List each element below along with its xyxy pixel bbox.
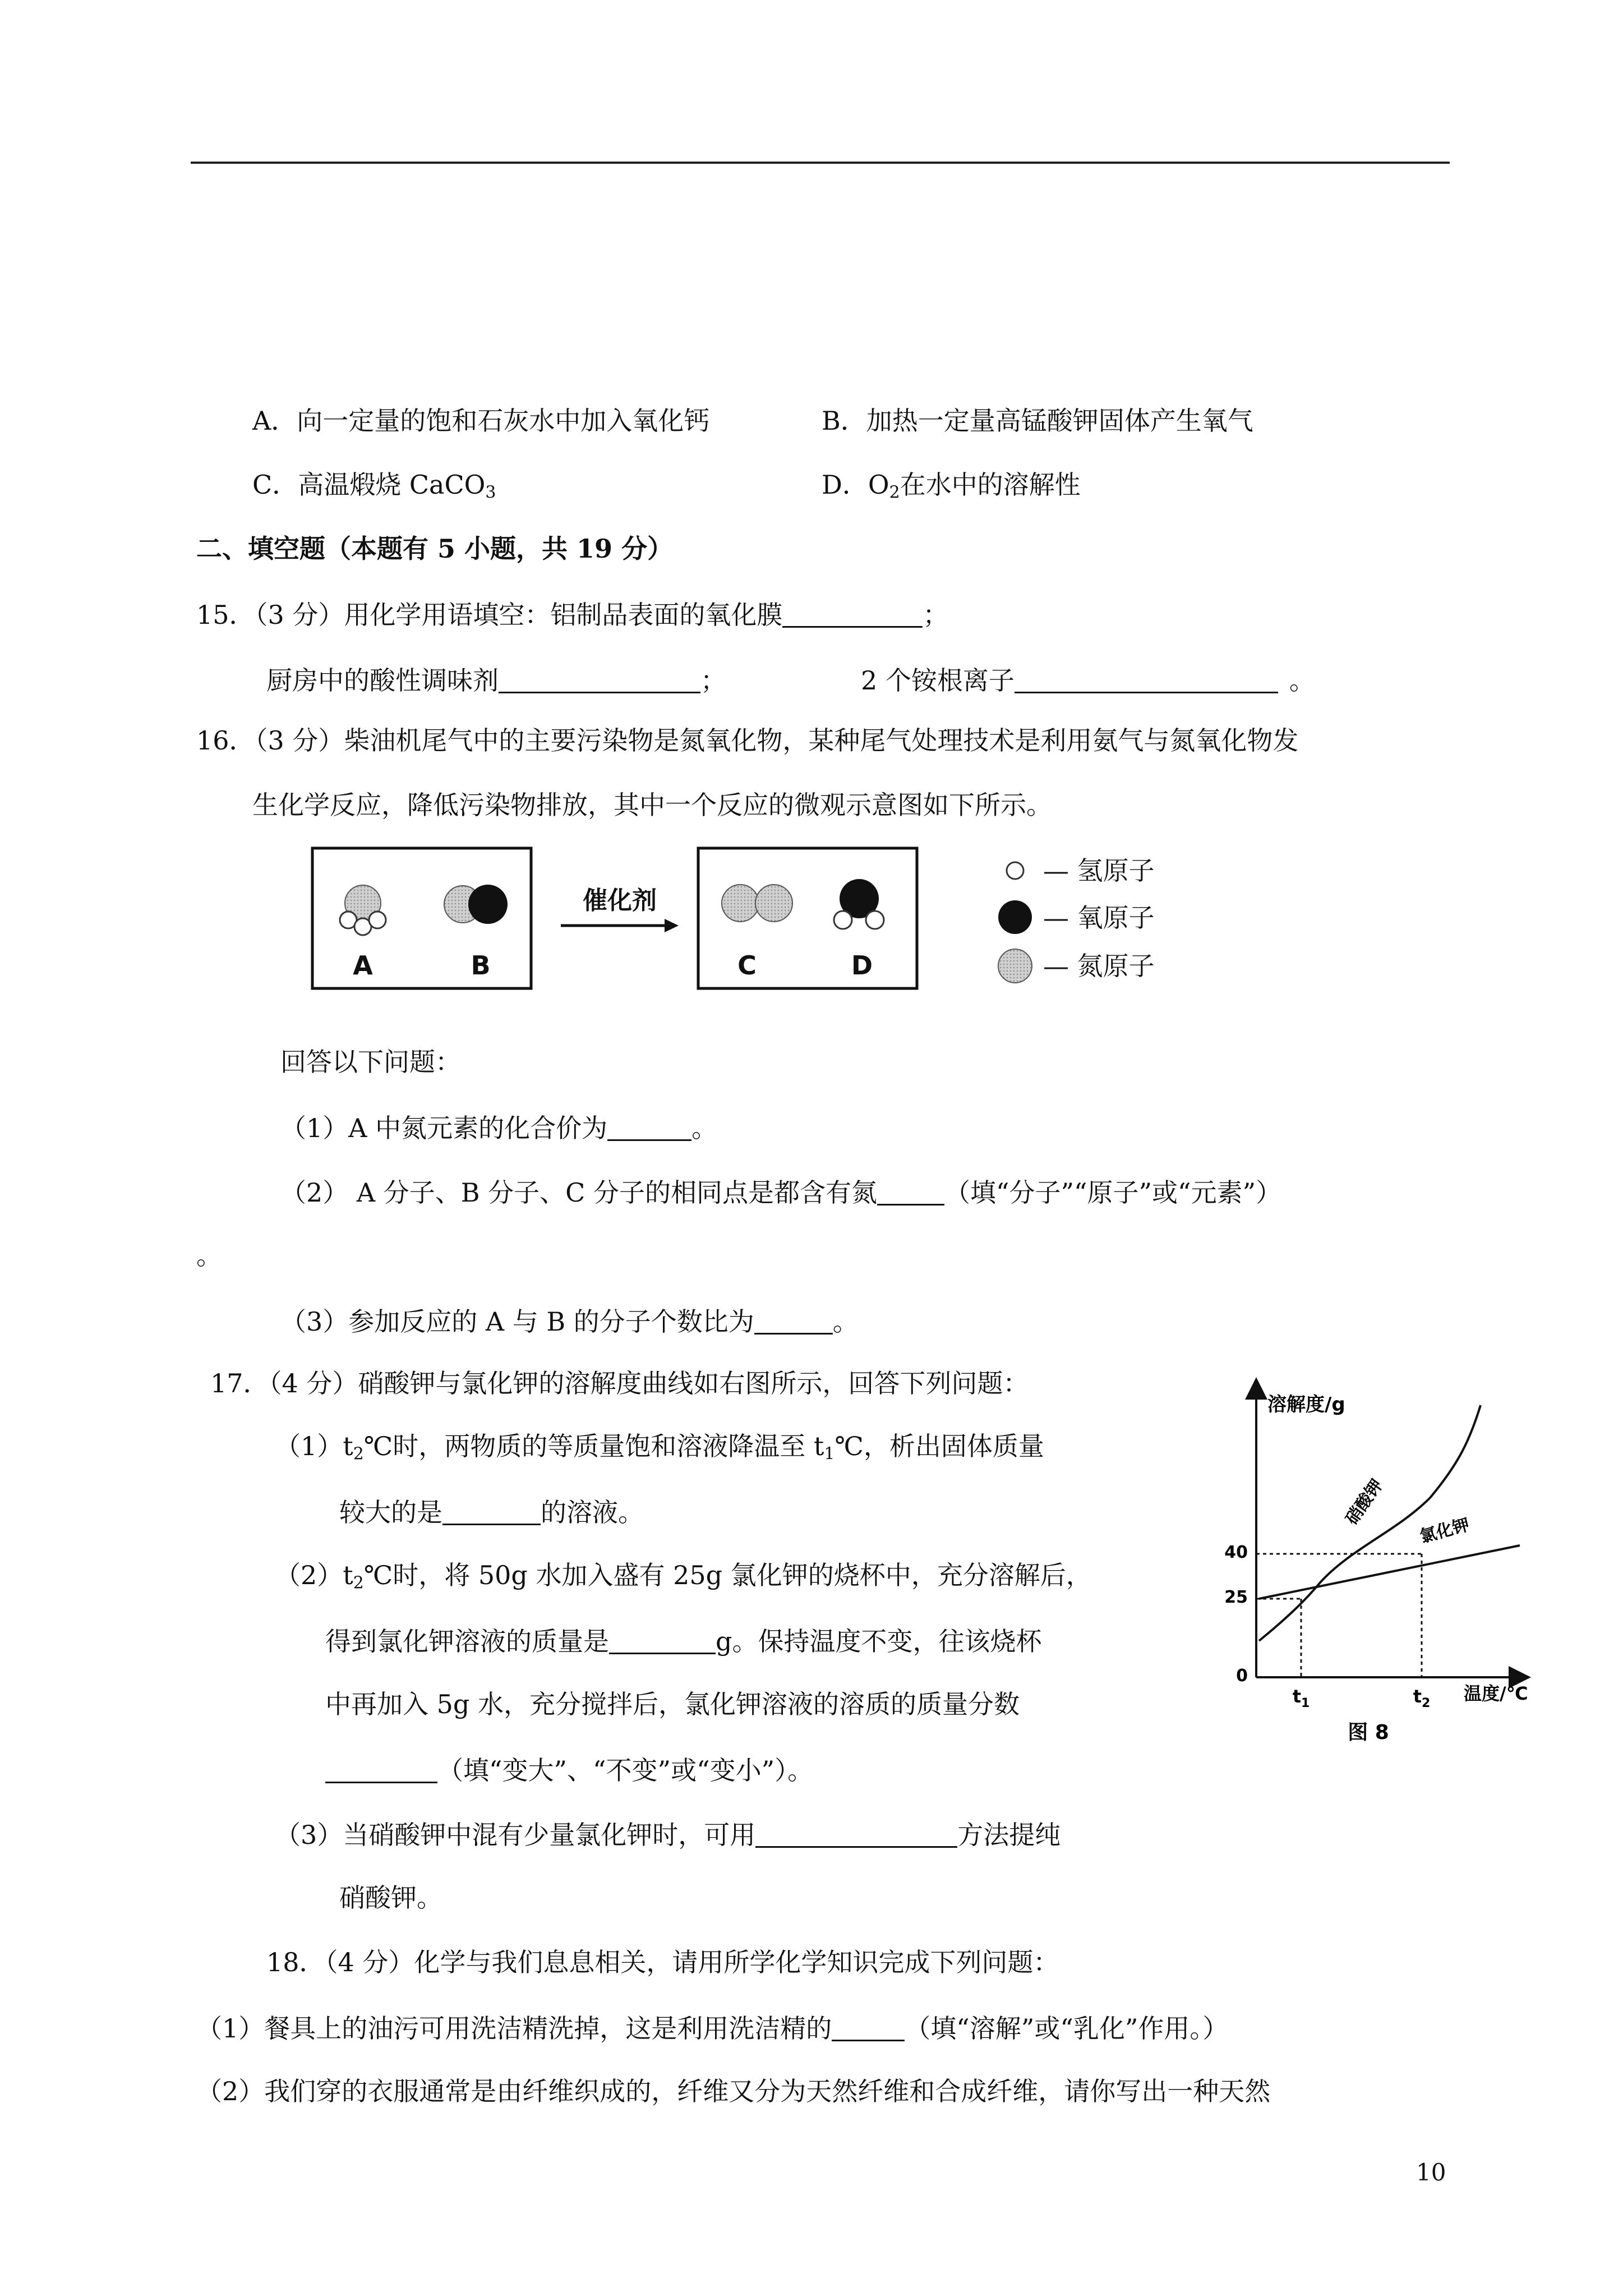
header-rule [191,162,1450,164]
x-axis-label: 温度/℃ [1464,1683,1528,1704]
x-tick-t2: $t_2$ [1413,1686,1431,1710]
molecule-d [834,879,884,929]
q17-p2-line3: 中再加入 5g 水，充分搅拌后，氯化钾溶液的溶质的质量分数 [325,1689,1020,1719]
hydrogen-atom-icon [1007,862,1023,879]
figure-caption: 图 8 [1348,1721,1389,1744]
reaction-diagram [306,841,1203,999]
label-a: A [353,950,373,981]
legend-oxygen: — 氧原子 [1043,903,1155,933]
molecule-b [444,885,508,924]
section-title: 二、填空题（本题有 5 小题，共 19 分） [196,533,674,564]
series-kcl-label: 氯化钾 [1418,1515,1472,1547]
option-a: A．向一定量的饱和石灰水中加入氧化钙 [252,406,710,436]
y-tick-0: 0 [1236,1666,1248,1686]
q17-p2-line2: 得到氯化钾溶液的质量是 g。保持温度不变，往该烧杯 [325,1626,1042,1657]
q15-line1: 15．（3 分）用化学用语填空：铝制品表面的氧化膜 ； [196,600,949,631]
q15-line2a: 厨房中的酸性调味剂 ； [266,665,726,696]
series-kno3-label: 硝酸钾 [1341,1475,1387,1529]
nitrogen-atom-icon [998,949,1032,983]
label-d: D [851,950,873,981]
q18-line1: 18．（4 分）化学与我们息息相关，请用所学化学知识完成下列问题： [266,1947,1059,1977]
q16-p3: （3）参加反应的 A 与 B 的分子个数比为 。 [280,1306,859,1337]
q16-line1: 16．（3 分）柴油机尾气中的主要污染物是氮氧化物，某种尾气处理技术是利用氨气与氮氧化物发 [196,725,1299,756]
q17-line1: 17．（4 分）硝酸钾与氯化钾的溶解度曲线如右图所示，回答下列问题： [210,1368,1029,1398]
q17-p2: $(2)t_2℃$时，将 50g 水加入盛有 25g 氯化钾的烧杯中，充分溶解后， [275,1560,1092,1593]
q18-p2: （2）我们穿的衣服通常是由纤维织成的，纤维又分为天然纤维和合成纤维，请你写出一种天然 [196,2076,1271,2106]
q16-p2: （2） A 分子、B 分子、C 分子的相同点是都含有氮 （填“分子”“原子”或“元素”） [280,1177,1282,1208]
oxygen-atom-icon [998,900,1032,934]
label-b: B [471,950,491,981]
q16-p1: （1）A 中氮元素的化合价为 。 [280,1113,718,1144]
y-tick-25: 25 [1224,1588,1248,1607]
option-d: D．$O_2$在水中的溶解性 [822,470,1081,503]
q17-p2-line4: （填“变大”、“不变”或“变小”）。 [325,1756,813,1783]
option-b: B．加热一定量高锰酸钾固体产生氧气 [822,406,1253,436]
legend-nitrogen: — 氮原子 [1043,951,1155,981]
molecule-a [340,885,386,935]
q15-line2b: 2 个铵根离子 。 [861,665,1315,696]
y-tick-40: 40 [1224,1543,1248,1562]
answer-intro: 回答以下问题： [280,1047,461,1077]
q16-line2: 生化学反应，降低污染物排放，其中一个反应的微观示意图如下所示。 [252,790,1052,820]
q17-p3: （3）当硝酸钾中混有少量氯化钾时，可用 方法提纯 [275,1820,1061,1851]
q18-p1: （1）餐具上的油污可用洗洁精洗掉，这是利用洗洁精的 （填“溶解”或“乳化”作用。） [196,2013,1229,2044]
solubility-chart [1206,1374,1570,1756]
option-c: C．高温煅烧 CaCO$_3$ [252,470,496,503]
legend-hydrogen: — 氢原子 [1043,855,1155,886]
q17-p3-line2: 硝酸钾。 [339,1883,442,1913]
q16-p2-cont: 。 [196,1240,222,1271]
molecule-c [722,885,792,922]
y-axis-label: 溶解度/g [1267,1393,1345,1416]
label-c: C [737,950,757,981]
q17-p1: $(1)t_2℃$时，两物质的等质量饱和溶液降温至 $t_1℃$，析出固体质量 [275,1431,1044,1464]
q17-p1-line2: 较大的是 的溶液。 [339,1497,644,1528]
x-tick-t1: $t_1$ [1292,1686,1310,1710]
page-number: 10 [1416,2159,1446,2186]
catalyst-label: 催化剂 [583,886,657,915]
